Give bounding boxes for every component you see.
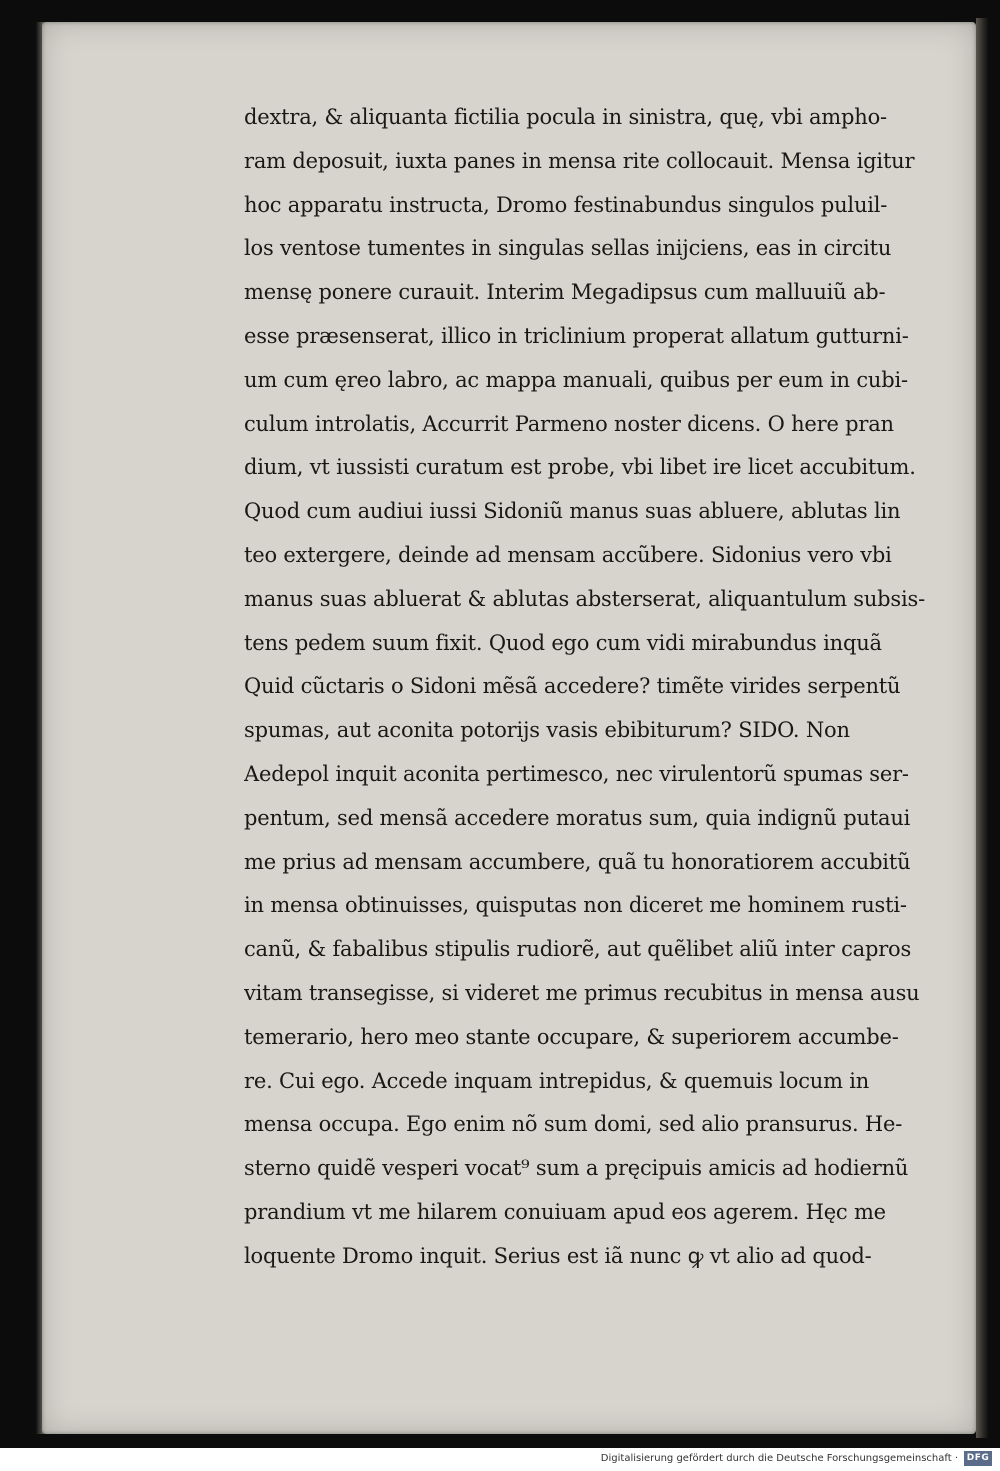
text-line: culum introlatis, Accurrit Parmeno noster dicens. O here pran: [244, 411, 894, 436]
dfg-logo: DFG: [964, 1451, 992, 1466]
text-line: in mensa obtinuisses, quisputas non diceret me hominem rusti-: [244, 893, 907, 918]
page-edge-right: [976, 18, 988, 1438]
text-line: mensa occupa. Ego enim nõ sum domi, sed alio pransurus. He-: [244, 1112, 903, 1137]
text-line: ram deposuit, iuxta panes in mensa rite collocauit. Mensa igitur: [244, 148, 915, 173]
page-text: [244, 96, 954, 1279]
text-line: re. Cui ego. Accede inquam intrepidus, & quemuis locum in: [244, 1068, 870, 1093]
text-line: spumas, aut aconita potorijs vasis ebibiturum? SIDO. Non: [244, 718, 850, 743]
text-line: dextra, & aliquanta fictilia pocula in sinistra, quę, vbi ampho-: [244, 105, 887, 129]
text-line: Aedepol inquit aconita pertimesco, nec virulentorũ spumas ser-: [244, 761, 909, 786]
funding-credit: Digitalisierung gefördert durch die Deutsche Forschungsgemeinschaft ·: [600, 1453, 958, 1464]
text-line: pentum, sed mensã accedere moratus sum, quia indignũ putaui: [244, 805, 911, 830]
text-line: Quod cum audiui iussi Sidoniũ manus suas abluere, ablutas lin: [244, 499, 901, 524]
text-line: Quid cũctaris o Sidoni mẽsã accedere? timẽte virides serpentũ: [244, 674, 901, 699]
text-line: esse præsenserat, illico in triclinium properat allatum gutturni-: [244, 323, 909, 348]
text-line: me prius ad mensam accumbere, quã tu honoratiorem accubitũ: [244, 849, 911, 874]
text-line: tens pedem suum fixit. Quod ego cum vidi mirabundus inquã: [244, 630, 882, 655]
text-line: loquente Dromo inquit. Serius est iã nunc ꝙ vt alio ad quod-: [244, 1243, 872, 1268]
text-line: los ventose tumentes in singulas sellas inijciens, eas in circitu: [244, 236, 892, 261]
text-line: hoc apparatu instructa, Dromo festinabundus singulos puluil-: [244, 192, 888, 217]
text-line: prandium vt me hilarem conuiuam apud eos agerem. Hęc me: [244, 1199, 886, 1224]
text-line: dium, vt iussisti curatum est probe, vbi libet ire licet accubitum.: [244, 455, 916, 480]
text-line: vitam transegisse, si videret me primus recubitus in mensa ausu: [244, 980, 920, 1005]
text-line: um cum ęreo labro, ac mappa manuali, quibus per eum in cubi-: [244, 367, 908, 392]
text-line: mensę ponere curauit. Interim Megadipsus cum malluuiũ ab-: [244, 280, 886, 305]
text-line: teo extergere, deinde ad mensam accũbere. Sidonius vero vbi: [244, 542, 892, 567]
text-line: temerario, hero meo stante occupare, & superiorem accumbe-: [244, 1024, 899, 1049]
text-line: sterno quidẽ vesperi vocat⁹ sum a pręcipuis amicis ad hodiernũ: [244, 1156, 909, 1181]
text-line: canũ, & fabalibus stipulis rudiorẽ, aut quẽlibet aliũ inter capros: [244, 937, 912, 962]
text-line: manus suas abluerat & ablutas absterserat, aliquantulum subsis-: [244, 586, 925, 611]
